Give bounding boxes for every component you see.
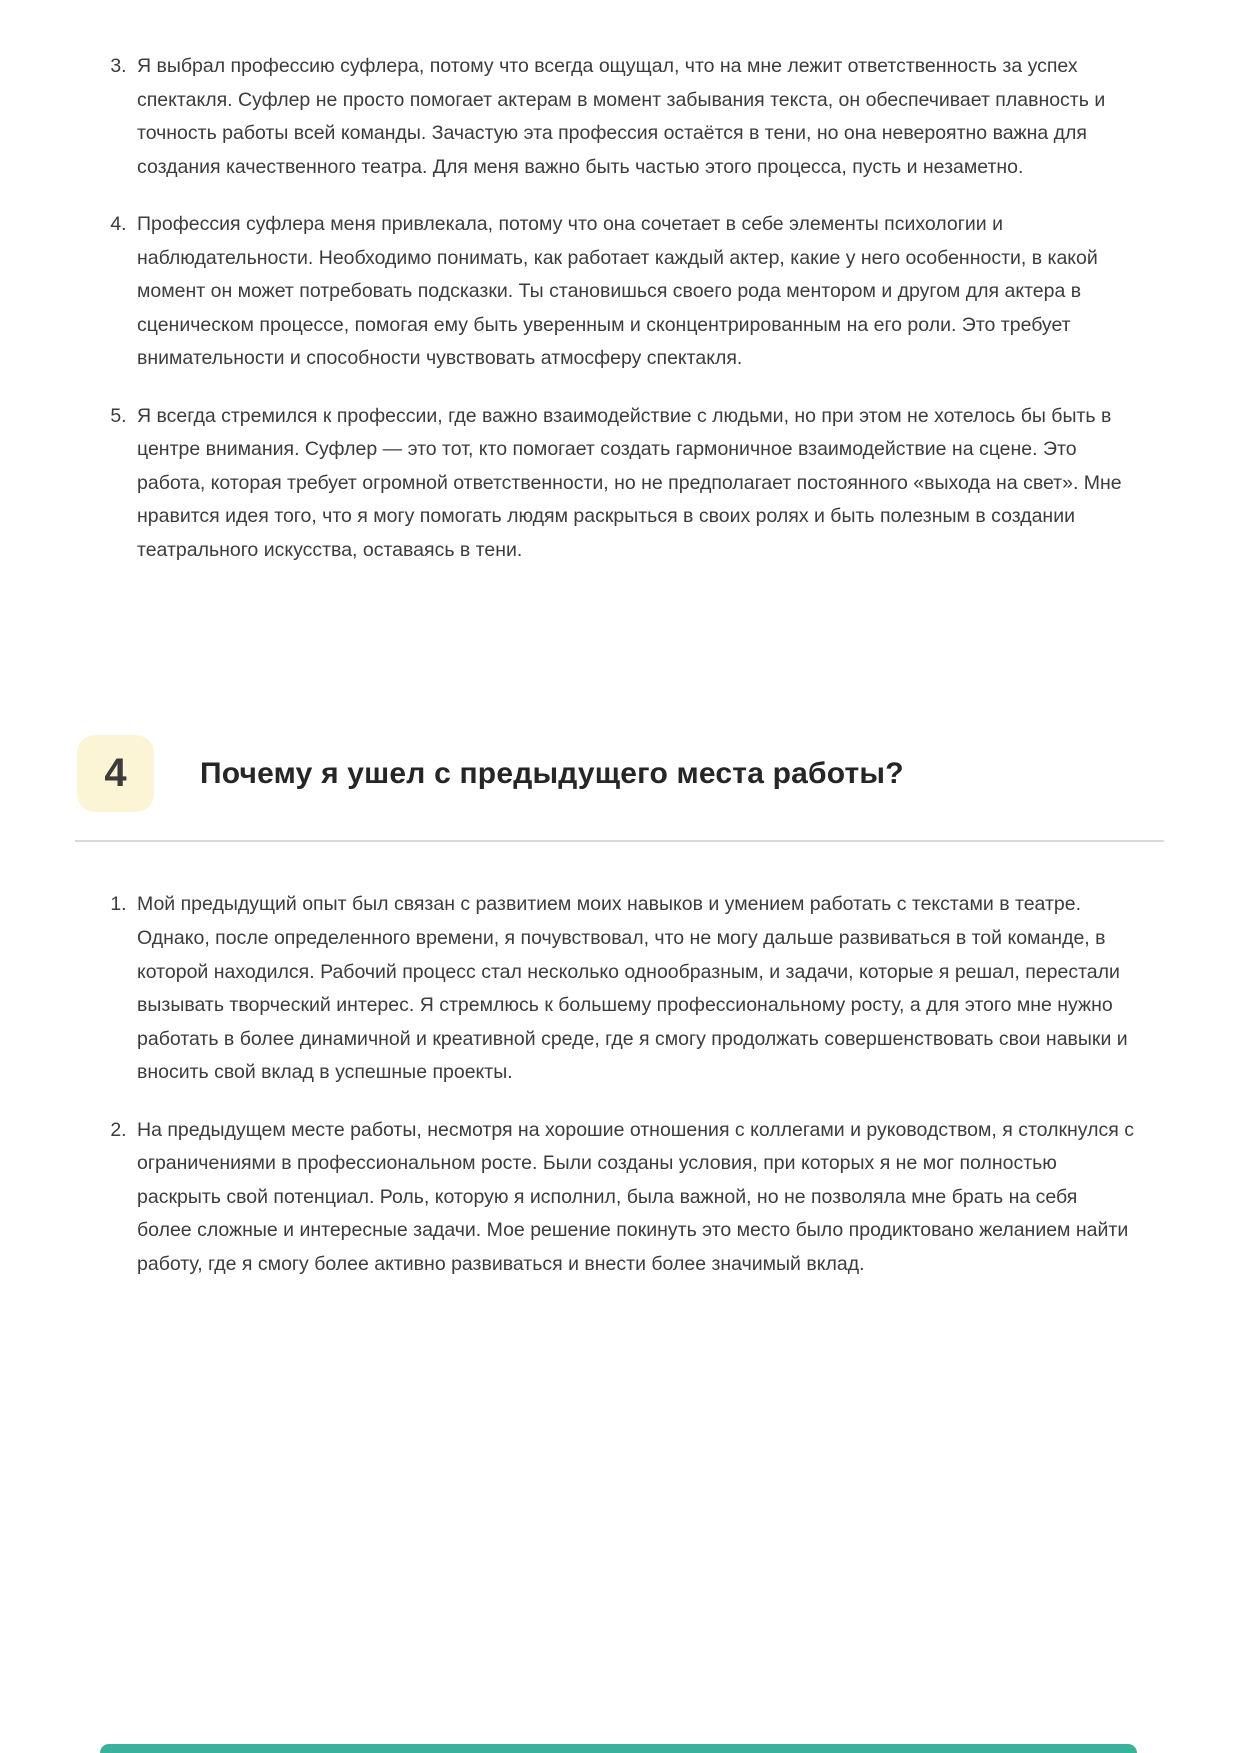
section-number-badge: 4	[77, 735, 154, 812]
section-answers-list	[104, 888, 1135, 1281]
answer-item-2: 2. На предыдущем месте работы, несмотря на хорошие отношения с коллегами и руководством, я столкнулся с ограничениями в профессиональном росте. Были созданы условия, при которых я не мог полностью раскрыть свой потенциал. Роль, которую я исполнил, была важной, но не позволяла мне брать на себя более сложные и интересные задачи. Мое решение покинуть это место было продиктовано желанием найти работу, где я смогу более активно развиваться и внести более значимый вклад.	[132, 1114, 1135, 1282]
answer-item-5: 5. Я всегда стремился к профессии, где важно взаимодействие с людьми, но при этом не хотелось бы быть в центре внимания. Суфлер — это тот, кто помогает создать гармоничное взаимодействие на сцене. Это работа, которая требует огромной ответственности, но не предполагает постоянного «выхода на свет». Мне нравится идея того, что я могу помогать людям раскрыться в своих ролях и быть полезным в создании театрального искусства, оставаясь в тени.	[132, 400, 1135, 568]
section-divider	[75, 840, 1164, 842]
section-title: Почему я ушел с предыдущего места работы?	[200, 756, 904, 790]
answer-item-1: 1. Мой предыдущий опыт был связан с развитием моих навыков и умением работать с текстами в театре. Однако, после определенного времени, я почувствовал, что не могу дальше развиваться в той команде, в которой находился. Рабочий процесс стал несколько однообразным, и задачи, которые я решал, перестали вызывать творческий интерес. Я стремлюсь к большему профессиональному росту, а для этого мне нужно работать в более динамичной и креативной среде, где я смогу продолжать совершенствовать свои навыки и вносить свой вклад в успешные проекты.	[132, 888, 1135, 1089]
answer-item-3: 3. Я выбрал профессию суфлера, потому что всегда ощущал, что на мне лежит ответственность за успех спектакля. Суфлер не просто помогает актерам в момент забывания текста, он обеспечивает плавность и точность работы всей команды. Зачастую эта профессия остаётся в тени, но она невероятно важна для создания качественного театра. Для меня важно быть частью этого процесса, пусть и незаметно.	[132, 50, 1135, 184]
next-section-top-bar	[100, 1744, 1137, 1753]
previous-answers-list	[104, 50, 1135, 567]
answer-item-4: 4. Профессия суфлера меня привлекала, потому что она сочетает в себе элементы психологии и наблюдательности. Необходимо понимать, как работает каждый актер, какие у него особенности, в какой момент он может потребовать подсказки. Ты становишься своего рода ментором и другом для актера в сценическом процессе, помогая ему быть уверенным и сконцентрированным на его роли. Это требует внимательности и способности чувствовать атмосферу спектакля.	[132, 208, 1135, 376]
section-header	[77, 735, 1135, 812]
